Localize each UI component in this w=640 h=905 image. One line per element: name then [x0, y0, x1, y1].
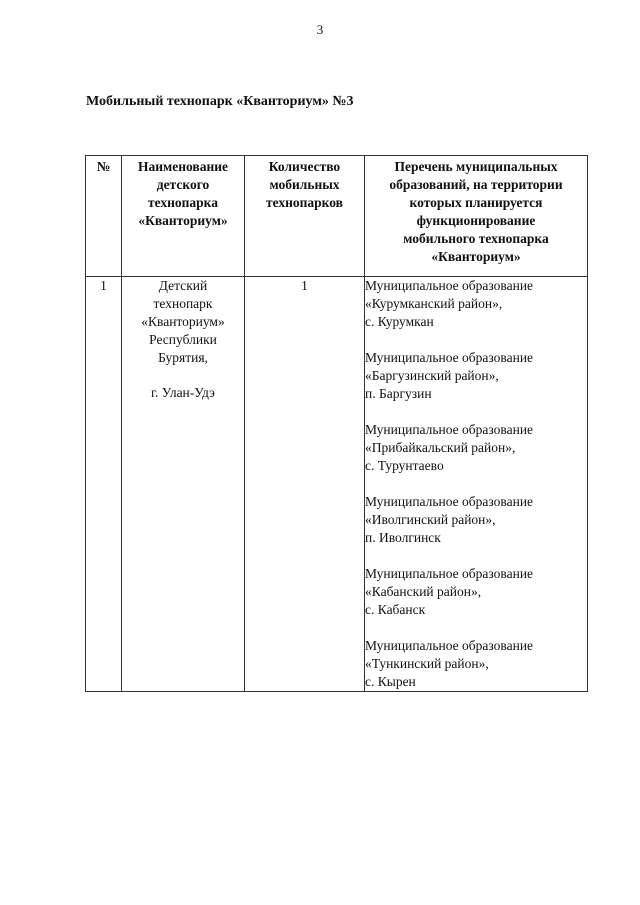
municipality-item: Муниципальное образование «Тункинский район», с. Кырен [365, 638, 534, 689]
header-municipalities: Перечень муниципальных образований, на территории которых планируется функционирование мобильного технопарка «Кванториум» [365, 156, 588, 277]
header-name: Наименование детского технопарка «Кванториум» [122, 156, 245, 277]
municipality-item: Муниципальное образование «Иволгинский район», п. Иволгинск [365, 494, 534, 545]
municipality-item: Муниципальное образование «Прибайкальский район», с. Турунтаево [365, 422, 534, 473]
page-number: 3 [316, 22, 324, 37]
technopark-table [85, 155, 588, 692]
technopark-city: г. Улан-Удэ [151, 385, 215, 400]
table-row [86, 277, 588, 692]
municipality-item: Муниципальное образование «Курумканский район», с. Курумкан [365, 278, 534, 329]
table-header-row [86, 156, 588, 277]
header-number: № [86, 156, 122, 277]
header-count: Количество мобильных технопарков [245, 156, 365, 277]
municipality-item: Муниципальное образование «Баргузинский район», п. Баргузин [365, 350, 534, 401]
technopark-count: 1 [245, 277, 365, 692]
municipality-list [365, 277, 588, 692]
document-title: Мобильный технопарк «Кванториум» №3 [86, 94, 354, 109]
row-number: 1 [86, 277, 122, 692]
municipality-item: Муниципальное образование «Кабанский район», с. Кабанск [365, 566, 534, 617]
technopark-name: Детский технопарк «Кванториум» Республики Бурятия, г. Улан-Удэ [122, 277, 245, 692]
